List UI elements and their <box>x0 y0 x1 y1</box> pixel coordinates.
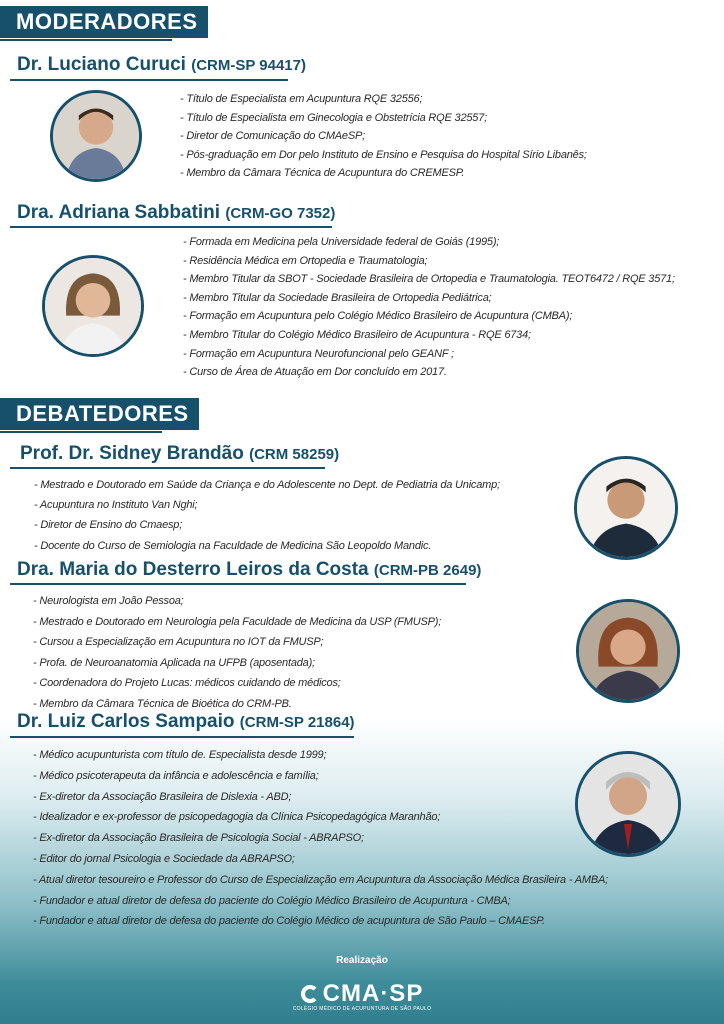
person-portrait-icon <box>45 258 141 354</box>
crm-number: (CRM-PB 2649) <box>373 562 482 579</box>
list-item: - Residência Médica em Ortopedia e Traumatologia; <box>183 254 428 267</box>
list-item: - Membro da Câmara Técnica de Bioética do CRM-PB. <box>33 697 292 710</box>
crm-number: (CRM-GO 7352) <box>225 205 336 222</box>
list-item: - Formada em Medicina pela Universidade federal de Goiás (1995); <box>183 236 500 248</box>
moderadores-header: MODERADORES <box>0 6 208 38</box>
list-item: - Ex-diretor da Associação Brasileira de Dislexia - ABD; <box>33 790 292 803</box>
crm-number: (CRM 58259) <box>249 446 340 463</box>
person-portrait-icon <box>577 459 675 557</box>
list-item: - Atual diretor tesoureiro e Professor do Curso de Especialização em Acupuntura da Associação Médica Brasileira - AMBA; <box>33 873 608 886</box>
footer-label: Realização <box>336 955 388 966</box>
list-item: - Médico acupunturista com título de. Especialista desde 1999; <box>33 749 327 761</box>
bullets-adriana <box>183 233 675 382</box>
name-underline <box>10 226 332 228</box>
list-item: - Coordenadora do Projeto Lucas: médicos cuidando de médicos; <box>33 677 341 689</box>
list-item: - Diretor de Ensino do Cmaesp; <box>34 519 183 532</box>
list-item: - Acupuntura no Instituto Van Nghi; <box>34 499 198 512</box>
cmasp-logo <box>0 980 724 1012</box>
photo-adriana <box>42 255 144 357</box>
list-item: - Formação em Acupuntura Neurofuncional pelo GEANF ; <box>183 347 454 360</box>
name-underline <box>10 467 325 469</box>
person-portrait-icon <box>578 754 678 854</box>
list-item: - Curso de Área de Atuação em Dor concluído em 2017. <box>183 366 447 379</box>
list-item: - Docente do Curso de Semiologia na Faculdade de Medicina São Leopoldo Mandic. <box>34 539 432 552</box>
bullets-luciano <box>180 90 587 183</box>
photo-luciano <box>50 90 142 182</box>
list-item: - Membro Titular da SBOT - Sociedade Brasileira de Ortopedia e Traumatologia. TEOT6472 / RQE 3571; <box>183 273 675 286</box>
photo-luiz <box>575 751 681 857</box>
person-portrait-icon <box>53 93 139 179</box>
logo-mark-icon <box>301 985 319 1003</box>
header-rule <box>0 39 172 41</box>
person-name-text: Dra. Adriana Sabbatini <box>17 202 221 223</box>
list-item: - Médico psicoterapeuta da infância e adolescência e família; <box>33 769 319 782</box>
person-name-text: Dr. Luciano Curuci <box>17 54 186 75</box>
person-name-maria <box>17 559 481 581</box>
list-item: - Membro Titular do Colégio Médico Brasileiro de Acupuntura - RQE 6734; <box>183 328 531 341</box>
crm-number: (CRM-SP 21864) <box>239 714 355 731</box>
person-name-sidney <box>20 443 339 465</box>
photo-maria <box>576 599 680 703</box>
list-item: - Mestrado e Doutorado em Saúde da Criança e do Adolescente no Dept. de Pediatria da Unicamp; <box>34 479 500 491</box>
person-name-adriana <box>17 202 335 224</box>
crm-number: (CRM-SP 94417) <box>191 57 306 74</box>
name-underline <box>10 736 354 738</box>
list-item: - Neurologista em João Pessoa; <box>33 595 184 607</box>
list-item: - Diretor de Comunicação do CMAeSP; <box>180 130 365 142</box>
list-item: - Membro da Câmara Técnica de Acupuntura do CREMESP. <box>180 167 465 179</box>
person-name-text: Dr. Luiz Carlos Sampaio <box>17 711 235 732</box>
person-name-luciano <box>17 54 306 76</box>
bullets-maria <box>33 591 441 714</box>
name-underline <box>10 79 288 81</box>
list-item: - Ex-diretor da Associação Brasileira de Psicologia Social - ABRAPSO; <box>33 832 364 845</box>
list-item: - Pós-graduação em Dor pelo Instituto de Ensino e Pesquisa do Hospital Sírio Libanês; <box>180 148 587 161</box>
list-item: - Idealizador e ex-professor de psicopedagogia da Clínica Psicopedagógica Maranhão; <box>33 811 441 824</box>
list-item: - Editor do jornal Psicologia e Sociedade da ABRAPSO; <box>33 852 295 865</box>
name-underline <box>10 583 466 585</box>
list-item: - Fundador e atual diretor de defesa do paciente do Colégio Médico Brasileiro de Acupuntura - CMBA; <box>33 894 511 907</box>
bullets-sidney <box>34 475 500 556</box>
header-rule <box>0 431 162 433</box>
bullets-luiz <box>33 745 608 932</box>
list-item: - Mestrado e Doutorado em Neurologia pela Faculdade de Medicina da USP (FMUSP); <box>33 615 442 628</box>
list-item: - Cursou a Especialização em Acupuntura no IOT da FMUSP; <box>33 636 324 648</box>
logo-main <box>301 980 424 1008</box>
logo-text: CMA·SP <box>322 980 424 1007</box>
person-name-text: Prof. Dr. Sidney Brandão <box>20 443 244 464</box>
photo-sidney <box>574 456 678 560</box>
list-item: - Profa. de Neuroanatomia Aplicada na UFPB (aposentada); <box>33 656 315 669</box>
list-item: - Título de Especialista em Acupuntura RQE 32556; <box>180 93 423 105</box>
list-item: - Membro Titular da Sociedade Brasileira de Ortopedia Pediátrica; <box>183 291 492 304</box>
person-portrait-icon <box>579 602 677 700</box>
list-item: - Formação em Acupuntura pelo Colégio Médico Brasileiro de Acupuntura (CMBA); <box>183 310 573 323</box>
person-name-text: Dra. Maria do Desterro Leiros da Costa <box>17 559 369 580</box>
logo-subtitle: COLÉGIO MÉDICO DE ACUPUNTURA DE SÃO PAULO <box>292 1006 432 1012</box>
list-item: - Fundador e atual diretor de defesa do paciente do Colégio Médico de acupuntura de São Paulo – CMAESP. <box>33 915 545 928</box>
list-item: - Título de Especialista em Ginecologia e Obstetrícia RQE 32557; <box>180 111 487 124</box>
person-name-luiz <box>17 711 355 733</box>
debatedores-header: DEBATEDORES <box>0 398 199 430</box>
